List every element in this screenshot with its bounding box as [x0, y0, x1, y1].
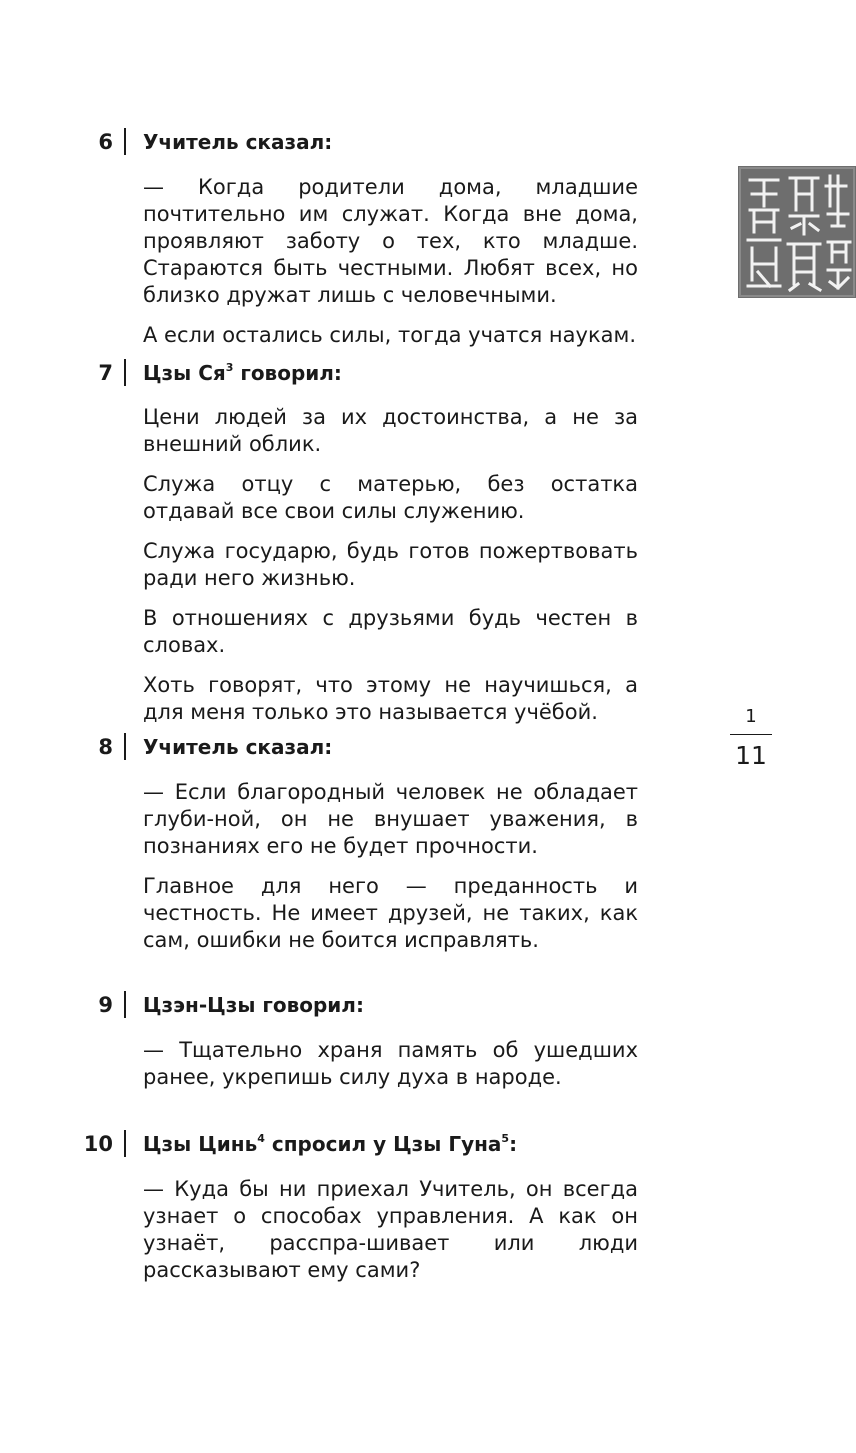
section-number: 10 — [83, 1132, 113, 1156]
section-divider — [124, 1130, 126, 1157]
paragraph: — Если благородный человек не обладает глуби-ной, он не внушает уважения, в познаниях его не будет прочности. — [143, 780, 638, 858]
paragraph: — Куда бы ни приехал Учитель, он всегда узнает о способах управления. А как он узнаёт, расспра-шивает или люди рассказывают ему сами? — [143, 1177, 638, 1282]
heading-text: Цзы Ся — [143, 361, 226, 385]
paragraph: Хоть говорят, что этому не научишься, а для меня только это называется учёбой. — [143, 673, 638, 724]
footnote-ref[interactable]: 5 — [501, 1132, 510, 1145]
heading-text: : — [509, 1132, 518, 1156]
paragraph: А если остались силы, тогда учатся наукам. — [143, 323, 637, 347]
paragraph: — Когда родители дома, младшие почтительно им служат. Когда вне дома, проявляют заботу о тех, кто младше. Стараются быть честными. Любят всех, но близко дружат лишь с человечными. — [143, 175, 638, 307]
section-divider — [124, 733, 126, 760]
heading-text: говорил: — [233, 361, 342, 385]
section-heading: Учитель сказал: — [143, 735, 333, 759]
paragraph: — Тщательно храня память об ушедших ранее, укрепишь силу духа в народе. — [143, 1038, 638, 1089]
section-heading: Учитель сказал: — [143, 130, 333, 154]
heading-text: Цзы Цинь — [143, 1132, 258, 1156]
section-number: 9 — [98, 993, 113, 1017]
section-heading — [143, 1130, 517, 1158]
section-body — [143, 404, 638, 739]
paragraph: Служа государю, будь готов пожертвовать ради него жизнью. — [143, 539, 638, 590]
page-number: 11 — [735, 741, 767, 770]
section-body — [143, 779, 638, 967]
section-body — [143, 1037, 638, 1104]
section-body — [143, 1176, 638, 1297]
seal-stamp-icon — [738, 166, 856, 298]
section-number: 8 — [98, 735, 113, 759]
chinese-seal-stamp-icon — [738, 166, 856, 298]
paragraph: В отношениях с друзьями будь честен в словах. — [143, 606, 638, 657]
page-number-rule — [730, 734, 772, 735]
section-divider — [124, 991, 126, 1018]
section-number: 7 — [98, 361, 113, 385]
section-heading: Цзэн-Цзы говорил: — [143, 993, 364, 1017]
paragraph: Цени людей за их достоинства, а не за внешний облик. — [143, 405, 638, 456]
section-divider — [124, 359, 126, 386]
section-divider — [124, 128, 126, 155]
chapter-number: 1 — [745, 706, 757, 727]
footnote-ref[interactable]: 3 — [225, 361, 234, 374]
section-number: 6 — [98, 130, 113, 154]
heading-text: спросил у Цзы Гуна — [264, 1132, 502, 1156]
section-body — [143, 174, 638, 362]
section-heading — [143, 359, 342, 387]
footnote-ref[interactable]: 4 — [257, 1132, 265, 1145]
paragraph: Служа отцу с матерью, без остатка отдавай все свои силы служению. — [143, 472, 638, 523]
paragraph: Главное для него — преданность и честность. Не имеет друзей, не таких, как сам, ошибки не боится исправлять. — [143, 874, 638, 952]
